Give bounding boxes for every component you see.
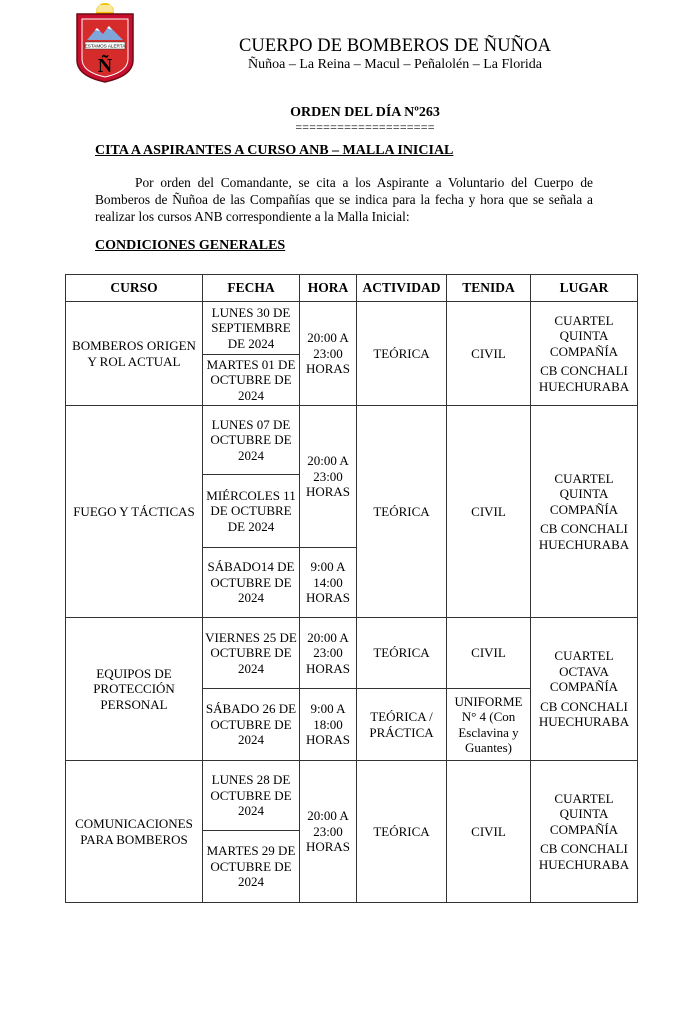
fecha-cell: LUNES 28 DE OCTUBRE DE 2024 [203, 761, 300, 831]
lugar-cell [531, 406, 638, 618]
fire-department-crest-logo [73, 2, 137, 84]
hora-cell: 20:00 A 23:00 HORAS [300, 618, 357, 689]
actividad-cell: TEÓRICA [357, 618, 447, 689]
lugar-cb: CB CONCHALI HUECHURABA [538, 363, 630, 394]
lugar-cell [531, 618, 638, 761]
hora-cell: 9:00 A 14:00 HORAS [300, 548, 357, 618]
communes-subtitle: Ñuñoa – La Reina – Macul – Peñalolén – La Florida [248, 57, 542, 72]
conditions-heading: CONDICIONES GENERALES [95, 238, 286, 253]
cita-heading: CITA A ASPIRANTES A CURSO ANB – MALLA INICIAL [95, 143, 454, 158]
lugar-cuartel: CUARTEL QUINTA COMPAÑÍA [549, 790, 619, 837]
lugar-cuartel: CUARTEL QUINTA COMPAÑÍA [549, 312, 619, 359]
header-fecha: FECHA [203, 275, 300, 302]
lugar-cell [531, 302, 638, 406]
lugar-cell [531, 761, 638, 903]
actividad-cell: TEÓRICA [357, 406, 447, 618]
course-schedule-table [65, 274, 638, 903]
hora-cell: 20:00 A 23:00 HORAS [300, 406, 357, 548]
actividad-cell: TEÓRICA [357, 761, 447, 903]
lugar-cb: CB CONCHALI HUECHURABA [538, 521, 630, 552]
fecha-cell: SÁBADO14 DE OCTUBRE DE 2024 [203, 548, 300, 618]
hora-cell: 20:00 A 23:00 HORAS [300, 761, 357, 903]
header-hora: HORA [300, 275, 357, 302]
curso-cell: COMUNICACIONES PARA BOMBEROS [66, 761, 203, 903]
fecha-cell: VIERNES 25 DE OCTUBRE DE 2024 [203, 618, 300, 689]
table-header-row [66, 275, 638, 302]
curso-cell: EQUIPOS DE PROTECCIÓN PERSONAL [66, 618, 203, 761]
curso-cell: BOMBEROS ORIGEN Y ROL ACTUAL [66, 302, 203, 406]
tenida-cell: UNIFORME N° 4 (Con Esclavina y Guantes) [447, 689, 531, 761]
intro-paragraph: Por orden del Comandante, se cita a los Aspirante a Voluntario del Cuerpo de Bomberos de Ñuñoa de las Compañías que se indica para la fecha y hora que se señala a realizar los cursos ANB correspondiente a la Malla Inicial: [95, 175, 593, 224]
lugar-cb: CB CONCHALI HUECHURABA [538, 841, 630, 872]
hora-cell: 20:00 A 23:00 HORAS [300, 302, 357, 406]
tenida-cell: CIVIL [447, 302, 531, 406]
tenida-cell: CIVIL [447, 761, 531, 903]
fecha-cell: SÁBADO 26 DE OCTUBRE DE 2024 [203, 689, 300, 761]
header-tenida: TENIDA [447, 275, 531, 302]
tenida-cell: CIVIL [447, 406, 531, 618]
actividad-cell: TEÓRICA / PRÁCTICA [357, 689, 447, 761]
curso-cell: FUEGO Y TÁCTICAS [66, 406, 203, 618]
lugar-cuartel: CUARTEL OCTAVA COMPAÑÍA [549, 648, 619, 695]
tenida-cell: CIVIL [447, 618, 531, 689]
header-lugar: LUGAR [531, 275, 638, 302]
fecha-cell: MIÉRCOLES 11 DE OCTUBRE DE 2024 [203, 475, 300, 548]
table-row [66, 406, 638, 475]
order-title: ORDEN DEL DÍA Nº263 [290, 105, 440, 120]
order-separator: ==================== [295, 120, 435, 134]
fecha-cell: MARTES 29 DE OCTUBRE DE 2024 [203, 831, 300, 903]
table-row [66, 618, 638, 689]
hora-cell: 9:00 A 18:00 HORAS [300, 689, 357, 761]
actividad-cell: TEÓRICA [357, 302, 447, 406]
lugar-cuartel: CUARTEL QUINTA COMPAÑÍA [549, 470, 619, 517]
lugar-cb: CB CONCHALI HUECHURABA [538, 698, 630, 730]
header-curso: CURSO [66, 275, 203, 302]
fecha-cell: MARTES 01 DE OCTUBRE DE 2024 [203, 355, 300, 406]
organization-title: CUERPO DE BOMBEROS DE ÑUÑOA [238, 36, 552, 56]
table-row [66, 761, 638, 831]
logo-letter: Ñ [97, 55, 113, 77]
fecha-cell: LUNES 07 DE OCTUBRE DE 2024 [203, 406, 300, 475]
fecha-cell: LUNES 30 DE SEPTIEMBRE DE 2024 [203, 302, 300, 355]
header-actividad: ACTIVIDAD [357, 275, 447, 302]
table-row [66, 302, 638, 355]
logo-motto: ESTAMOS ALERTA [84, 43, 126, 49]
